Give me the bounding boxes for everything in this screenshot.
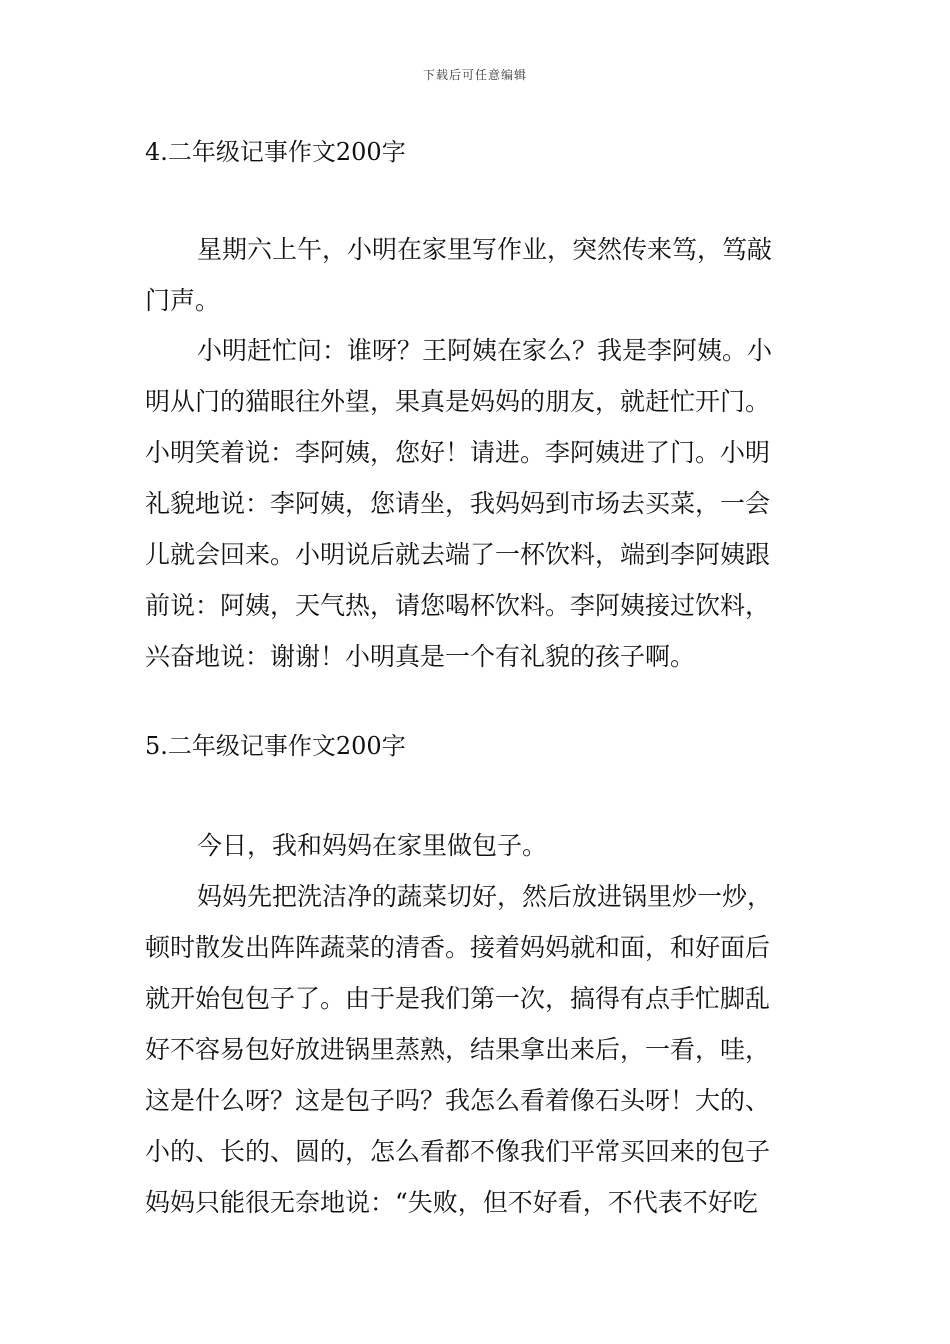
text-line: 前说：阿姨，天气热，请您喝杯饮料。李阿姨接过饮料， (145, 591, 771, 620)
text-line: 妈妈只能很无奈地说：“失败，但不好看，不代表不好吃 (145, 1188, 758, 1217)
section-title: 5.二年级记事作文200字 (145, 732, 406, 760)
text-line: 星期六上午，小明在家里写作业，突然传来笃，笃敲 (197, 235, 773, 264)
header-note: 下载后可任意编辑 (422, 68, 527, 82)
text-line: 就开始包包子了。由于是我们第一次，搞得有点手忙脚乱 (145, 984, 771, 1013)
paragraph (145, 224, 809, 326)
text-line: 今日，我和妈妈在家里做包子。 (197, 831, 548, 860)
paragraph (145, 325, 809, 682)
text-line: 明从门的猫眼往外望，果真是妈妈的朋友，就赶忙开门。 (145, 387, 771, 416)
text-line: 儿就会回来。小明说后就去端了一杯饮料，端到李阿姨跟 (145, 540, 771, 569)
text-line: 小明笑着说：李阿姨，您好！请进。李阿姨进了门。小明 (145, 438, 771, 467)
text-line: 顿时散发出阵阵蔬菜的清香。接着妈妈就和面，和好面后 (145, 933, 771, 962)
paragraph (145, 871, 809, 1228)
paragraph (145, 820, 809, 871)
text-line: 礼貌地说：李阿姨，您请坐，我妈妈到市场去买菜，一会 (145, 489, 771, 518)
text-line: 这是什么呀？这是包子吗？我怎么看着像石头呀！大的、 (145, 1086, 771, 1115)
text-line: 妈妈先把洗洁净的蔬菜切好，然后放进锅里炒一炒， (197, 882, 773, 911)
text-line: 小的、长的、圆的，怎么看都不像我们平常买回来的包子 (145, 1137, 771, 1166)
text-line: 好不容易包好放进锅里蒸熟，结果拿出来后，一看，哇， (145, 1035, 771, 1064)
text-line: 兴奋地说：谢谢！小明真是一个有礼貌的孩子啊。 (145, 642, 696, 671)
text-line: 门声。 (145, 286, 221, 315)
text-line: 小明赶忙问：谁呀？王阿姨在家么？我是李阿姨。小 (197, 336, 773, 365)
section-title: 4.二年级记事作文200字 (145, 138, 406, 166)
